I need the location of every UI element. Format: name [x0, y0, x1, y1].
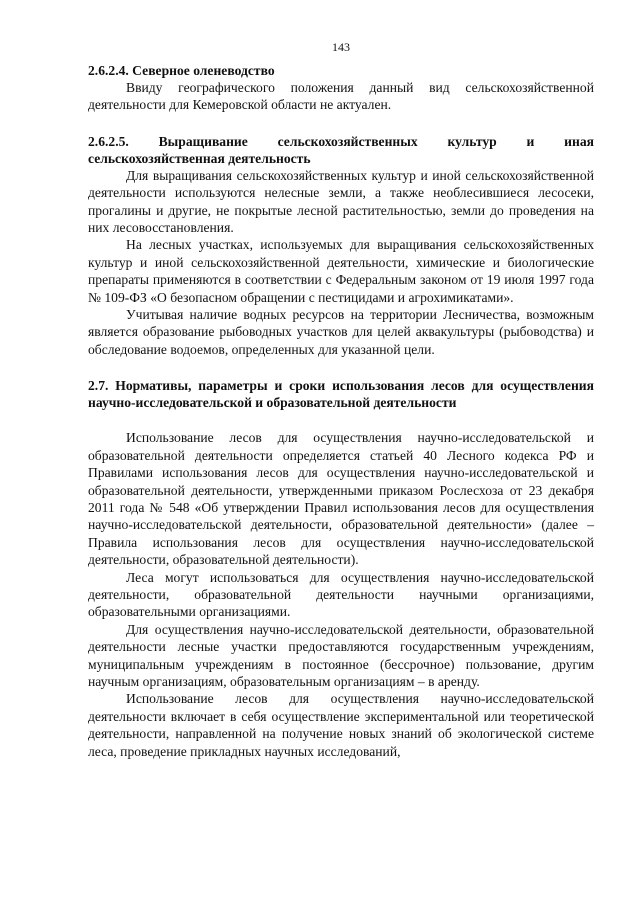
section-heading: 2.6.2.5. Выращивание сельскохозяйственных культур и иная сельскохозяйственная деятельность — [88, 133, 594, 166]
page-number: 143 — [332, 40, 350, 54]
paragraph: Леса могут использоваться для осуществления научно-исследовательской деятельности, образовательной деятельности научными организациями, образовательными организациями. — [88, 569, 594, 620]
section-heading: 2.6.2.4. Северное оленеводство — [88, 63, 275, 78]
paragraph: Ввиду географического положения данный вид сельскохозяйственной деятельности для Кемеровской области не актуален. — [88, 80, 594, 113]
paragraph: На лесных участках, используемых для выращивания сельскохозяйственных культур и иной сельскохозяйственной деятельности, химические и биологические препараты применяются в соответствии с Федеральным законом от 19 июля 1997 года № 109-ФЗ «О безопасном обращении с пестицидами и агрохимикатами». — [88, 237, 594, 305]
paragraph: Учитывая наличие водных ресурсов на территории Лесничества, возможным является образование рыбоводных участков для целей аквакультуры (рыбоводства) и обследование водоемов, определенных для указанной цели. — [88, 307, 594, 357]
paragraph: Использование лесов для осуществления научно-исследовательской и образовательной деятельности определяется статьей 40 Лесного кодекса РФ и Правилами использования лесов для осуществления научно-исследовательской и образовательной деятельности, утвержденными приказом Рослесхоза от 23 декабря 2011 года № 548 «Об утверждении Правил использования лесов для осуществления научно-исследовательской деятельности, образовательной деятельности» (далее – Правила использования лесов для осуществления научно-исследовательской деятельности, образовательной деятельности). — [88, 430, 594, 568]
section-2-6-2-4 — [88, 62, 594, 114]
paragraph: Для осуществления научно-исследовательской деятельности, образовательной деятельности лесные участки предоставляются государственным учреждениям, муниципальным учреждениям в постоянное (бессрочное) пользование, другим научным организациям, образовательным организациям – в аренду. — [88, 621, 594, 689]
paragraph: Использование лесов для осуществления научно-исследовательской деятельности включает в себя осуществление экспериментальной или теоретической деятельности, направленной на получение новых знаний об экологической системе леса, проведение прикладных научных исследований, — [88, 691, 594, 759]
section-2-6-2-5 — [88, 133, 594, 358]
paragraph: Для выращивания сельскохозяйственных культур и иной сельскохозяйственной деятельности используются нелесные земли, а также необлесившиеся лесосеки, прогалины и другие, не покрытые лесной растительностью, земли до проведения на них лесовосстановления. — [88, 167, 594, 236]
section-heading: 2.7. Нормативы, параметры и сроки использования лесов для осуществления научно-исследовательской и образовательной деятельности — [88, 378, 594, 411]
section-2-7 — [88, 377, 594, 760]
